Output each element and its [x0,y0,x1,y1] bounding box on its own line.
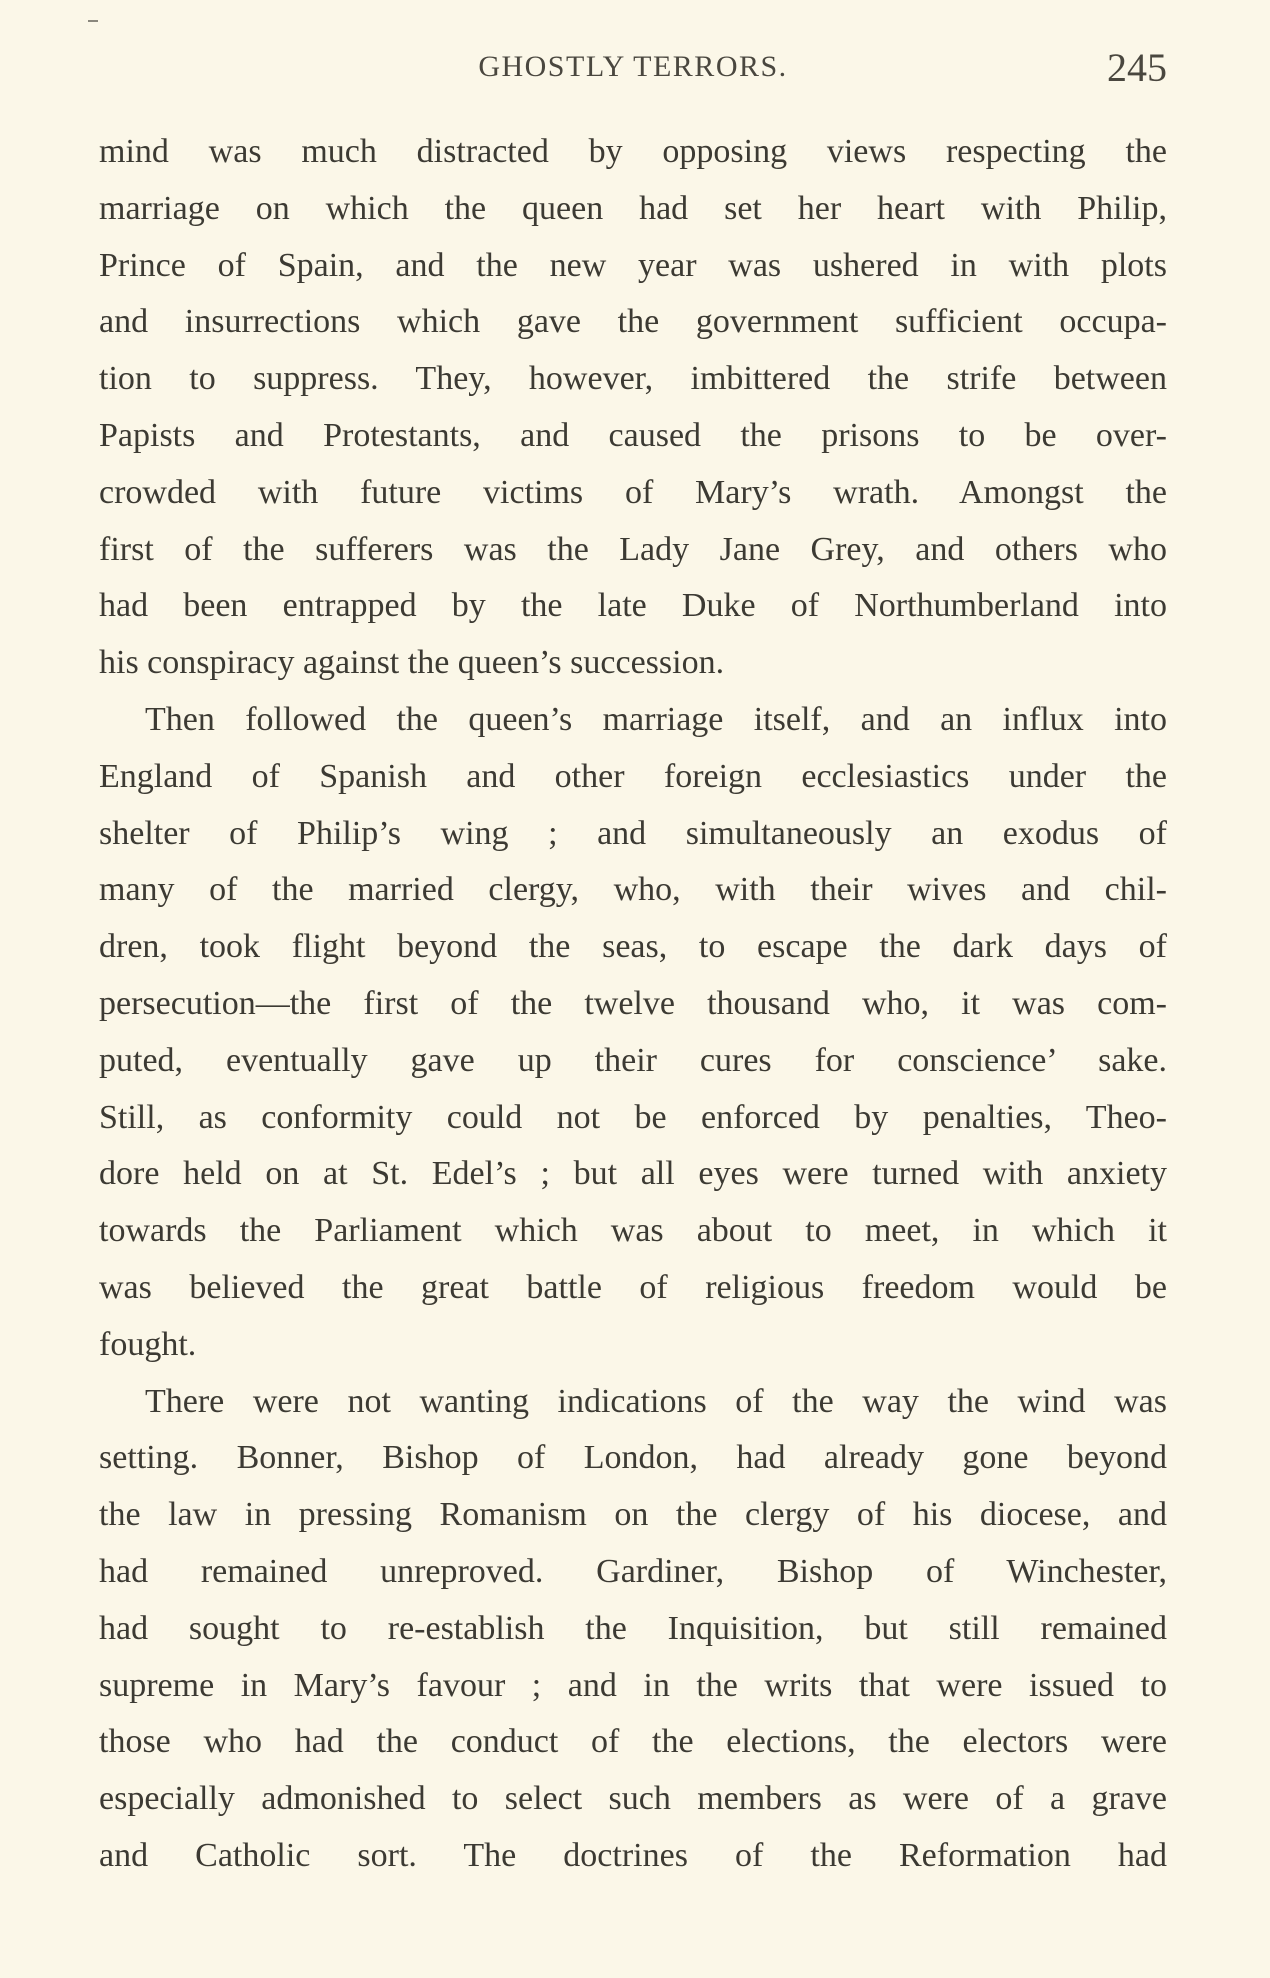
text-line: was believed the great battle of religious freedom would be [99,1268,1167,1306]
text-line: Then followed the queen’s marriage itself, and an influx into [145,700,1167,738]
text-line: persecution—the first of the twelve thousand who, it was com- [99,984,1167,1022]
text-line: had remained unreproved. Gardiner, Bishop of Winchester, [99,1552,1167,1590]
text-line: tion to suppress. They, however, imbittered the strife between [99,360,1167,398]
running-head: GHOSTLY TERRORS. [478,50,788,83]
text-line: There were not wanting indications of the way the wind was [145,1382,1167,1420]
text-line: England of Spanish and other foreign ecclesiastics under the [99,757,1167,795]
text-line: his conspiracy against the queen’s succession. [99,644,725,682]
text-line: Papists and Protestants, and caused the prisons to be over- [99,416,1167,454]
text-line: had been entrapped by the late Duke of Northumberland into [99,587,1167,625]
text-line: fought. [99,1325,197,1363]
text-line: many of the married clergy, who, with their wives and chil- [99,871,1167,909]
paragraph-1 [99,124,1167,692]
text-line: puted, eventually gave up their cures for conscience’ sake. [99,1041,1167,1079]
text-line: supreme in Mary’s favour ; and in the writs that were issued to [99,1666,1167,1704]
text-line: setting. Bonner, Bishop of London, had already gone beyond [99,1439,1167,1477]
body-text [99,124,1167,1885]
text-line: Still, as conformity could not be enforced by penalties, Theo- [99,1098,1167,1136]
text-line: the law in pressing Romanism on the clergy of his diocese, and [99,1496,1167,1534]
page-header [99,44,1167,104]
text-line: had sought to re-establish the Inquisition, but still remained [99,1609,1167,1647]
paragraph-2 [99,692,1167,1374]
text-line: and Catholic sort. The doctrines of the Reformation had [99,1836,1167,1874]
text-line: towards the Parliament which was about to meet, in which it [99,1212,1167,1250]
text-line: shelter of Philip’s wing ; and simultaneously an exodus of [99,814,1167,852]
text-line: dren, took flight beyond the seas, to escape the dark days of [99,928,1167,966]
text-line: crowded with future victims of Mary’s wrath. Amongst the [99,473,1167,511]
text-line: mind was much distracted by opposing views respecting the [99,133,1167,170]
text-line: first of the sufferers was the Lady Jane Grey, and others who [99,530,1167,568]
text-line: and insurrections which gave the government sufficient occupa- [99,303,1167,341]
text-line: Prince of Spain, and the new year was ushered in with plots [99,246,1167,284]
text-line: those who had the conduct of the elections, the electors were [99,1723,1167,1761]
text-line: dore held on at St. Edel’s ; but all eyes were turned with anxiety [99,1155,1167,1193]
margin-mark [88,20,98,22]
page-number: 245 [1107,45,1167,90]
text-line: especially admonished to select such members as were of a grave [99,1780,1167,1818]
text-line: marriage on which the queen had set her heart with Philip, [99,189,1167,227]
paragraph-3 [99,1374,1167,1885]
